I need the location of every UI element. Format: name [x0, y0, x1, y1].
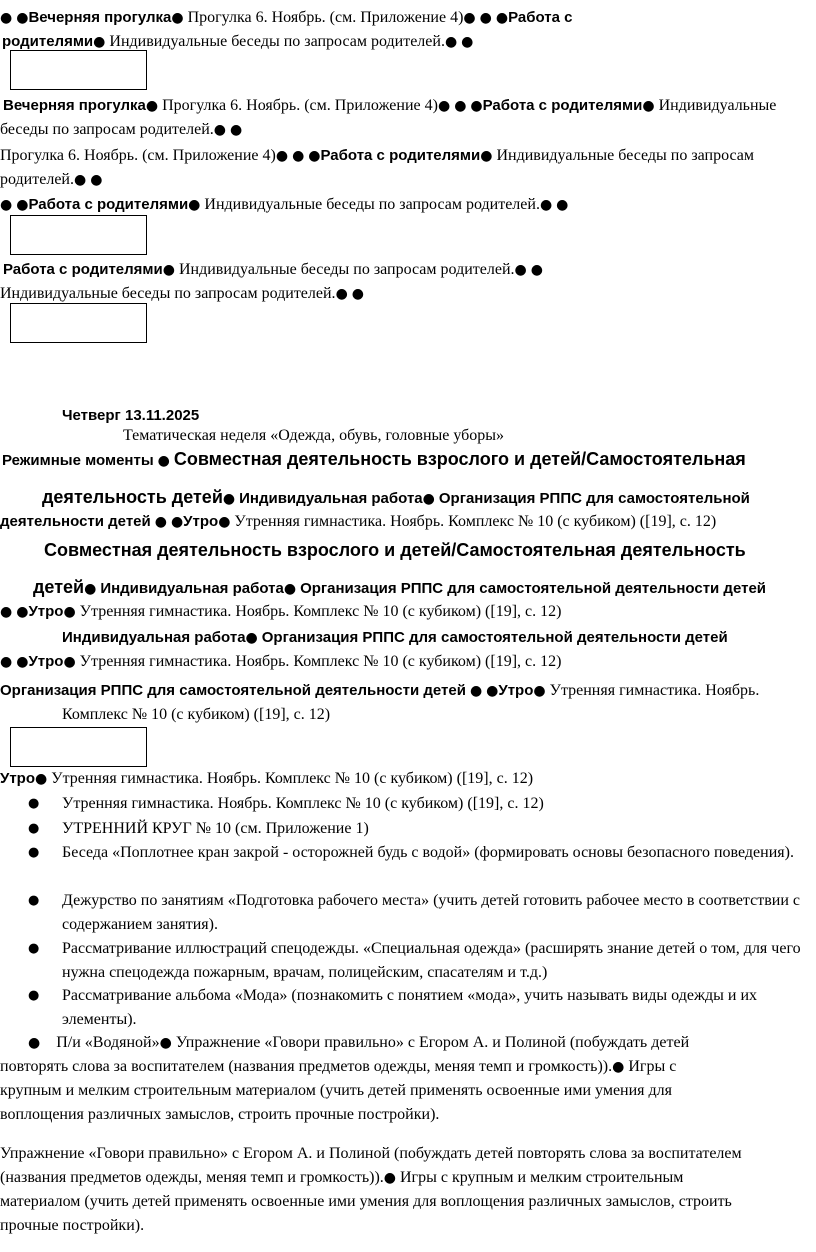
text-line: крупным и мелким строительным материалом (учить детей применять освоенные ими умения для — [0, 1082, 673, 1099]
text-line: Индивидуальная работа● Организация РППС для самостоятельной деятельности детей — [62, 629, 728, 646]
day-date: Четверг 13.11.2025 — [62, 407, 200, 424]
heading-parents: Работа с — [508, 9, 573, 26]
bullet-icon: ● — [28, 796, 40, 811]
text-line: ● П/и «Водяной»● Упражнение «Говори правильно» с Егором А. и Полиной (побуждать детей — [28, 1034, 690, 1051]
list-item: УТРЕННИЙ КРУГ № 10 (см. Приложение 1) — [62, 820, 369, 837]
text-line: материалом (учить детей применять освоенные ими умения для воплощения различных замыслов, строить — [0, 1193, 732, 1210]
list-item: Дежурство по занятиям «Подготовка рабочего места» (учить детей готовить рабочее место в соответствии с содержанием занятия). — [62, 892, 800, 933]
text-line: детей● Индивидуальная работа● Организация РППС для самостоятельной деятельности детей — [33, 577, 767, 597]
text-line: Упражнение «Говори правильно» с Егором А. и Полиной (побуждать детей повторять слова за воспитателем — [0, 1145, 742, 1162]
text-line: Прогулка 6. Ноябрь. (см. Приложение 4)● ● ●Работа с родителями● Индивидуальные беседы по запросам — [0, 147, 755, 164]
text-line: деятельность детей● Индивидуальная работа● Организация РППС для самостоятельной — [42, 487, 750, 507]
bullet-icon: ● — [28, 893, 40, 908]
text-line: родителей.● ● — [0, 171, 103, 188]
text-line: ● ●Утро● Утренняя гимнастика. Ноябрь. Комплекс № 10 (с кубиком) ([19], с. 12) — [0, 603, 562, 620]
walk-text: Прогулка 6. Ноябрь. (см. Приложение 4) — [187, 9, 464, 26]
bullet-icon: ● — [28, 941, 40, 956]
text-line: родителями● Индивидуальные беседы по запросам родителей.● ● — [2, 33, 474, 50]
text-line: Режимные моменты ● Совместная деятельность взрослого и детей/Самостоятельная — [2, 449, 746, 469]
list-item: Беседа «Поплотнее кран закрой - осторожней будь с водой» (формировать основы безопасного поведения). — [62, 844, 794, 861]
text-line: Совместная деятельность взрослого и детей/Самостоятельная деятельность — [44, 540, 746, 560]
text-line: ● ●Утро● Утренняя гимнастика. Ноябрь. Комплекс № 10 (с кубиком) ([19], с. 12) — [0, 653, 562, 670]
text-line: (названия предметов одежды, меняя темп и громкость)).● Игры с крупным и мелким строительным — [0, 1169, 684, 1186]
list-item: Рассматривание альбома «Мода» (познакомить с понятием «мода», учить называть виды одежды и их элементы). — [62, 987, 758, 1028]
text-line: ● ●Работа с родителями● Индивидуальные беседы по запросам родителей.● ● — [0, 196, 569, 213]
text-line: повторять слова за воспитателем (названия предметов одежды, меняя темп и громкость)).● Игры с — [0, 1058, 677, 1075]
text-line: Индивидуальные беседы по запросам родителей.● ● — [0, 285, 364, 302]
text-line: Комплекс № 10 (с кубиком) ([19], с. 12) — [62, 706, 331, 723]
empty-box — [10, 215, 147, 255]
empty-box — [10, 303, 147, 343]
heading-evening-walk: Вечерняя прогулка — [28, 9, 172, 26]
list-item: Рассматривание иллюстраций спецодежды. «Специальная одежда» (расширять знание детей о том, для чего нужна спецодежда пожарным, врачам, полицейским, спасателям и т.д.) — [62, 940, 801, 981]
text-line: воплощения различных замыслов, строить прочные постройки). — [0, 1106, 440, 1123]
theme-week: Тематическая неделя «Одежда, обувь, головные уборы» — [123, 427, 505, 444]
text-line: деятельности детей ● ●Утро● Утренняя гимнастика. Ноябрь. Комплекс № 10 (с кубиком) ([19], с. 12) — [0, 513, 717, 530]
text-line: Утро● Утренняя гимнастика. Ноябрь. Комплекс № 10 (с кубиком) ([19], с. 12) — [0, 770, 534, 787]
list-item: Утренняя гимнастика. Ноябрь. Комплекс № 10 (с кубиком) ([19], с. 12) — [62, 795, 544, 812]
text-line: Работа с родителями● Индивидуальные беседы по запросам родителей.● ● — [3, 261, 543, 278]
text-line: беседы по запросам родителей.● ● — [0, 121, 243, 138]
text-line: Организация РППС для самостоятельной деятельности детей ● ●Утро● Утренняя гимнастика. Ноябрь. — [0, 682, 760, 699]
text-line: прочные постройки). — [0, 1217, 145, 1234]
bullet-icon: ● — [28, 821, 40, 836]
text-line: ● ●Вечерняя прогулка● Прогулка 6. Ноябрь. (см. Приложение 4)● ● ●Работа с — [0, 9, 573, 26]
text-line: Вечерняя прогулка● Прогулка 6. Ноябрь. (см. Приложение 4)● ● ●Работа с родителями● Индивидуальные — [3, 97, 777, 114]
empty-box — [10, 50, 147, 90]
bullet-icon: ● — [28, 845, 40, 860]
empty-box — [10, 727, 147, 767]
bullet-icon: ● — [28, 988, 40, 1003]
